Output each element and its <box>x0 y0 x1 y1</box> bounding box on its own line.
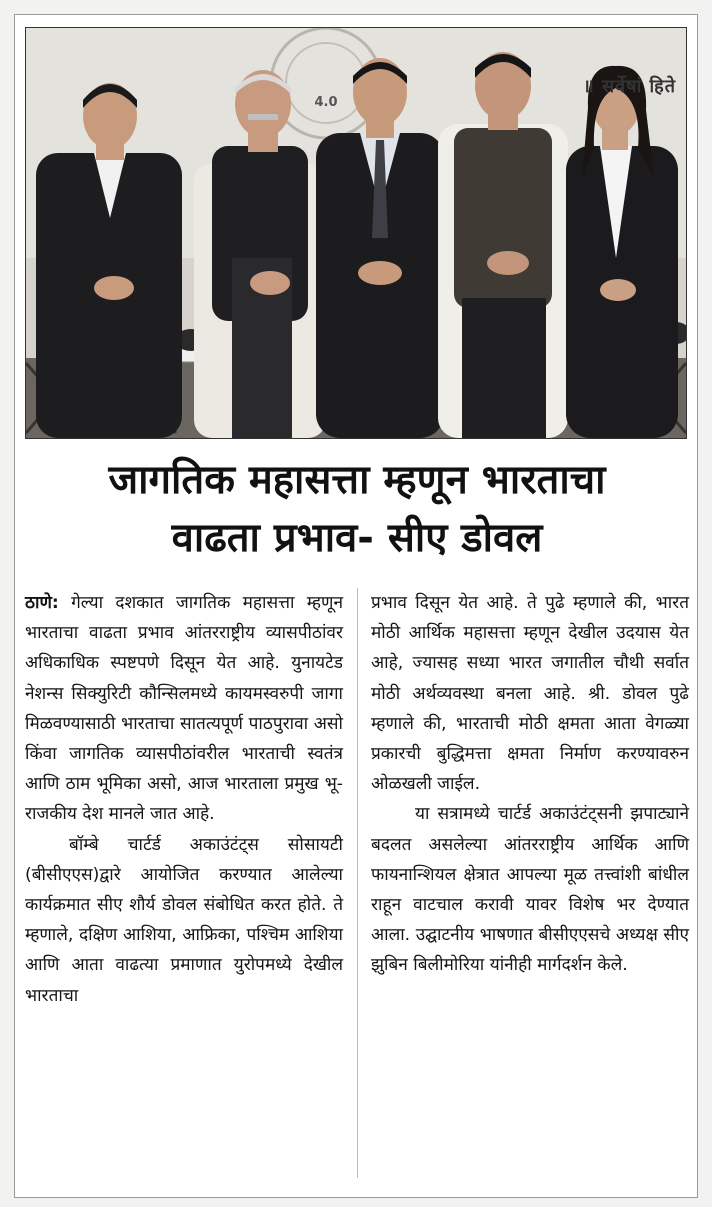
emblem-text: 4.0 <box>314 95 338 110</box>
headline <box>15 451 698 567</box>
headline-line-1: जागतिक महासत्ता म्हणून भारताचा <box>108 457 606 503</box>
column-divider <box>357 588 358 1178</box>
headline-line-2: वाढता प्रभाव- सीए डोवल <box>171 515 543 561</box>
article-body <box>25 588 689 1183</box>
left-paragraph-1 <box>25 588 343 830</box>
dateline: ठाणे: <box>25 593 59 613</box>
left-paragraph-2: बॉम्बे चार्टर्ड अकाउंटंट्स सोसायटी (बीसीएएस)द्वारे आयोजित करण्यात आलेल्या कार्यक्रमात सीए शौर्य डोवल संबोधित करत होते. ते म्हणाले, दक्षिण आशिया, आफ्रिका, पश्चिम आशिया आणि आता वाढत्या प्रमाणात युरोपमध्ये देखील भारताचा <box>25 834 343 1006</box>
left-paragraph-1-text: गेल्या दशकात जागतिक महासत्ता म्हणून भारताचा वाढता प्रभाव आंतरराष्ट्रीय व्यासपीठांवर अधिकाधिक स्पष्टपणे दिसून येत आहे. युनायटेड नेशन्स सिक्युरिटी कौन्सिलमध्ये कायमस्वरुपी जागा मिळवण्यासाठी भारताचा सातत्यपूर्ण पाठपुरावा असो किंवा जागतिक व्यासपीठांवरील भारताची स्वतंत्र आणि ठाम भूमिका असो, आज भारताला प्रमुख भू-राजकीय देश मानले जात आहे. <box>25 593 343 825</box>
newspaper-clipping <box>14 14 698 1198</box>
banner-text: ॥ सर्वेषां हिते <box>582 76 676 97</box>
event-photo <box>25 27 687 439</box>
article-column-left <box>25 588 343 1011</box>
article-column-right <box>371 588 689 981</box>
right-paragraph-1: प्रभाव दिसून येत आहे. ते पुढे म्हणाले की, भारत मोठी आर्थिक महासत्ता म्हणून देखील उदयास येत आहे, ज्यासह सध्या भारत जगातील चौथी सर्वात मोठी अर्थव्यवस्था बनला आहे. श्री. डोवल पुढे म्हणाले की, भारताची मोठी क्षमता आता वेगळ्या प्रकारची बुद्धिमत्ता क्षमता निर्माण करण्यावरुन ओळखली जाईल. <box>371 593 689 795</box>
right-paragraph-2: या सत्रामध्ये चार्टर्ड अकाउंटंट्सनी झपाट्याने बदलत असलेल्या आंतरराष्ट्रीय आर्थिक आणि फायनान्शियल क्षेत्रात आपल्या मूळ तत्त्वांशी बांधील राहून वाटचाल करावी यावर विशेष भर देण्यात आला. उद्घाटनीय भाषणात बीसीएएसचे अध्यक्ष सीए झुबिन बिलीमोरिया यांनीही मार्गदर्शन केले. <box>371 804 689 976</box>
